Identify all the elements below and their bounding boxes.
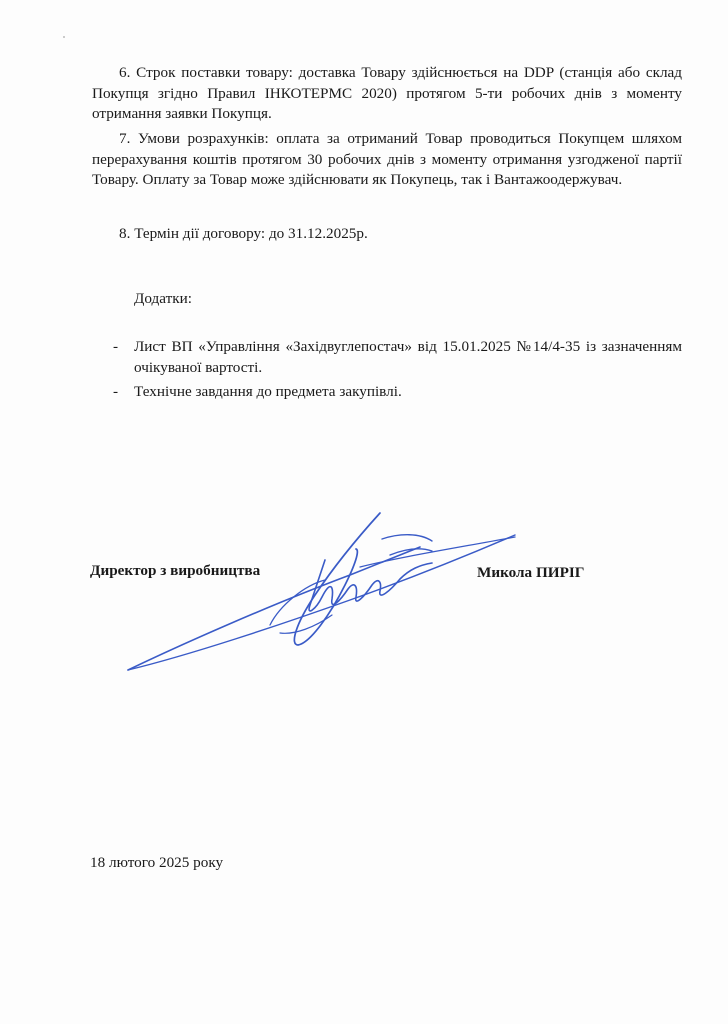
scan-speck [63, 36, 65, 38]
list-dash: - [113, 338, 119, 355]
clause-6-number: 6. [119, 64, 131, 81]
addenda-item [113, 337, 682, 378]
addenda-item [113, 382, 682, 403]
clause-6-text: Строк поставки товару: доставка Товару здійснюється на DDP (станція або склад Покупця згідно Правил ІНКОТЕРМС 2020) протягом 5-ти робочих днів з моменту отримання заявки Покупця. [92, 64, 682, 122]
clause-7 [92, 129, 682, 191]
clause-8 [92, 224, 682, 245]
clause-8-text: Термін дії договору: до 31.12.2025р. [134, 225, 368, 242]
clause-8-number: 8. [119, 225, 131, 242]
clause-7-text: Умови розрахунків: оплата за отриманий Товар проводиться Покупцем шляхом перерахування коштів протягом 30 робочих днів з моменту отримання узгодженої партії Товару. Оплату за Товар може здійснювати як Покупець, так і Вантажоодержувач. [92, 130, 683, 188]
signatory-name: Микола ПИРІГ [477, 564, 585, 581]
document-date: 18 лютого 2025 року [90, 854, 224, 871]
list-dash: - [113, 383, 119, 400]
addenda-list [113, 337, 682, 407]
clause-6 [92, 63, 682, 125]
addenda-title: Додатки: [134, 290, 192, 307]
clause-7-number: 7. [119, 130, 131, 147]
addenda-item-text: Технічне завдання до предмета закупівлі. [134, 383, 402, 400]
addenda-item-text: Лист ВП «Управління «Західвуглепостач» від 15.01.2025 №14/4-35 із зазначенням очікуваної вартості. [134, 338, 682, 376]
signatory-role: Директор з виробництва [90, 562, 261, 579]
handwritten-signature [120, 505, 520, 685]
